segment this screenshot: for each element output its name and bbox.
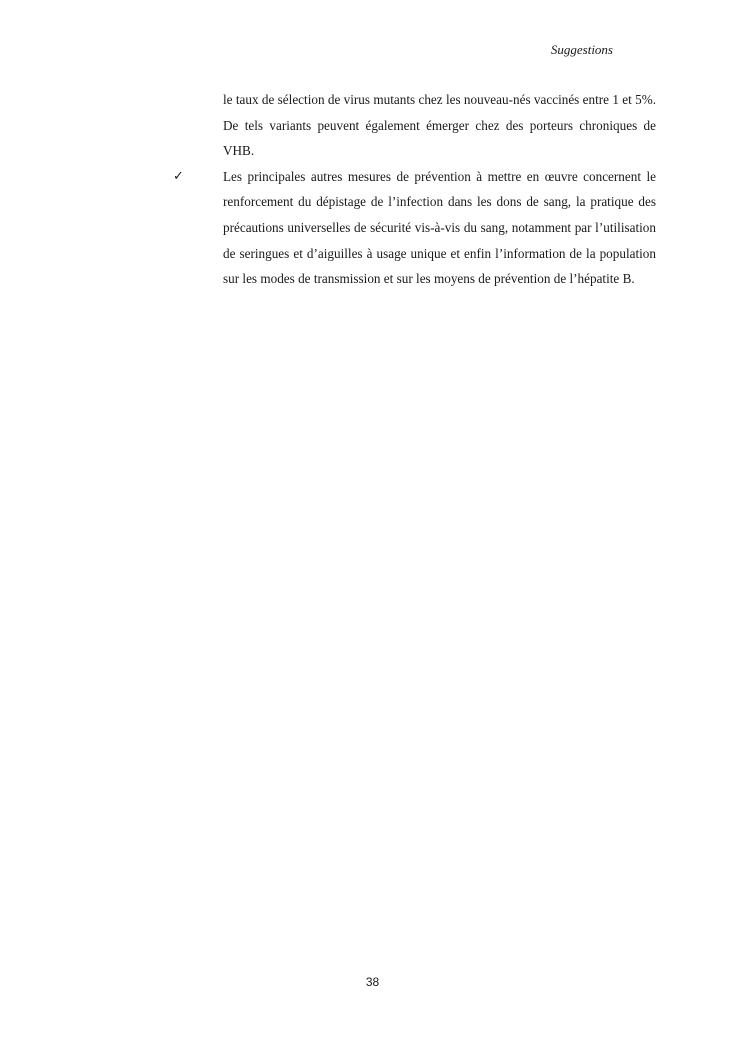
bullet-list (173, 164, 656, 292)
running-header-title: Suggestions (550, 42, 613, 57)
bullet-item (173, 164, 656, 292)
page-number: 38 (365, 975, 380, 989)
bullet-text: Les principales autres mesures de prévention à mettre en œuvre concernent le renforcement du dépistage de l’infection dans les dons de sang, la pratique des précautions universelles de sécurité vis-à-vis du sang, notamment par l’utilisation de seringues et d’aiguilles à usage unique et enfin l’information de la population sur les modes de transmission et sur les moyens de prévention de l’hépatite B. (223, 168, 656, 287)
continuation-paragraph: le taux de sélection de virus mutants chez les nouveau-nés vaccinés entre 1 et 5%. De tels variants peuvent également émerger chez des porteurs chroniques de VHB. (223, 92, 656, 159)
checkmark-icon: ✓ (173, 168, 184, 184)
page-body (173, 87, 656, 292)
